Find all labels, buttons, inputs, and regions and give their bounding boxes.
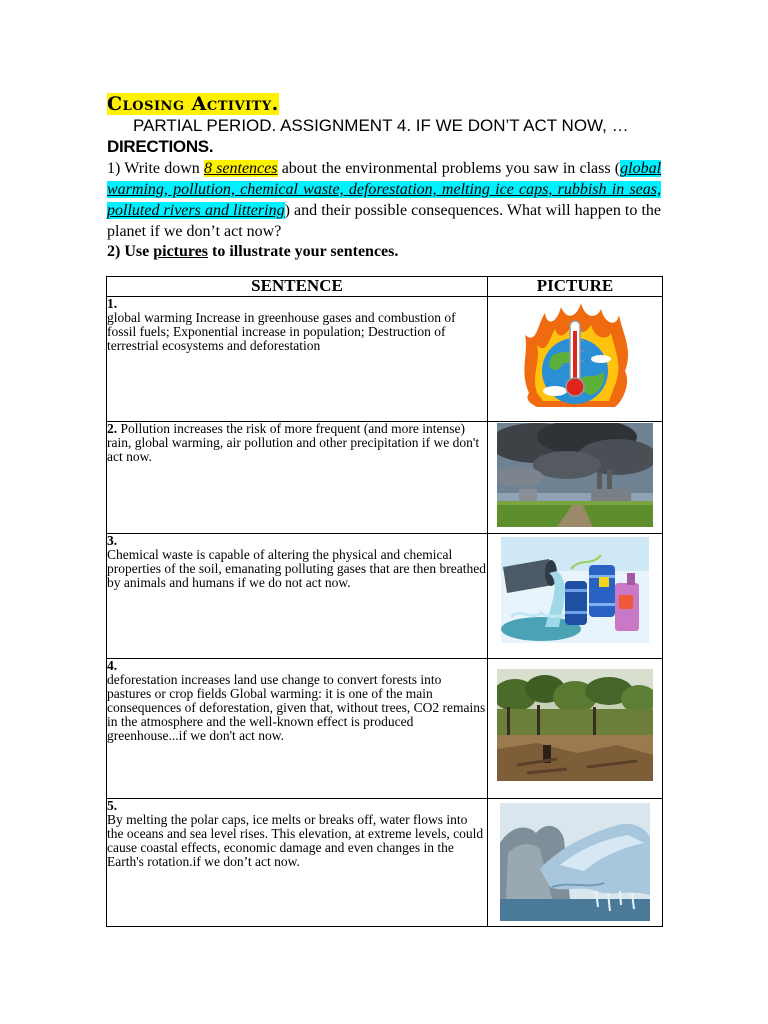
picture-cell — [488, 422, 663, 534]
table-row — [107, 297, 663, 422]
factory-smoke-photo — [497, 423, 653, 527]
table-row — [107, 659, 663, 799]
sentence-cell: 1. global warming Increase in greenhouse gases and combustion of fossil fuels; Exponential increase in population; Destruction of terrestrial ecosystems and deforestation — [107, 297, 488, 422]
topics-highlight: global warming, pollution, chemical waste, deforestation, melting ice caps, rubbish in seas, polluted rivers and littering — [107, 160, 662, 219]
sentence-cell: 2. Pollution increases the risk of more frequent (and more intense) rain, global warming, air pollution and other precipitation if we don't act now. — [107, 422, 488, 534]
direction-1: 1) Write down 8 sentences about the environmental problems you saw in class (global warming, pollution, chemical waste, deforestation, melting ice caps, rubbish in seas, polluted rivers and littering) and their possible consequences. What will happen to the planet if we don’t act now? — [107, 160, 662, 240]
directions-label: DIRECTIONS. — [107, 137, 214, 156]
melting-glacier-photo — [500, 803, 650, 921]
activity-table — [106, 276, 663, 927]
header-sentence: SENTENCE — [107, 277, 488, 297]
sentences-highlight: 8 sentences — [203, 160, 278, 177]
header-picture: PICTURE — [488, 277, 663, 297]
table-row — [107, 422, 663, 534]
table-row — [107, 799, 663, 927]
picture-cell — [488, 659, 663, 799]
sentence-cell: 5. By melting the polar caps, ice melts or breaks off, water flows into the oceans and sea level rises. This elevation, at extreme levels, could cause coastal effects, economic damage and even changes in the Earth's rotation.if we don’t act now. — [107, 799, 488, 927]
chemical-waste-barrels-illustration — [501, 537, 649, 643]
sentence-cell: 3. Chemical waste is capable of altering the physical and chemical properties of the soil, emanating polluting gases that are then breathed by animals and humans if we do not act now. — [107, 534, 488, 659]
sentence-cell: 4. deforestation increases land use change to convert forests into pastures or crop fields Global warming: it is one of the main consequences of deforestation, given that, without trees, CO2 remains in the atmosphere and the well-known effect is produced greenhouse...if we don't act now. — [107, 659, 488, 799]
picture-cell — [488, 799, 663, 927]
picture-cell — [488, 534, 663, 659]
table-row — [107, 534, 663, 659]
direction-2: 2) Use pictures to illustrate your sentences. — [107, 243, 399, 260]
assignment-subtitle: PARTIAL PERIOD. ASSIGNMENT 4. IF WE DON’T ACT NOW, … — [133, 116, 629, 135]
deforested-land-photo — [497, 669, 653, 781]
picture-cell — [488, 297, 663, 422]
burning-earth-thermometer-icon — [515, 301, 635, 413]
closing-activity-title: Closing Activity. — [107, 93, 279, 115]
